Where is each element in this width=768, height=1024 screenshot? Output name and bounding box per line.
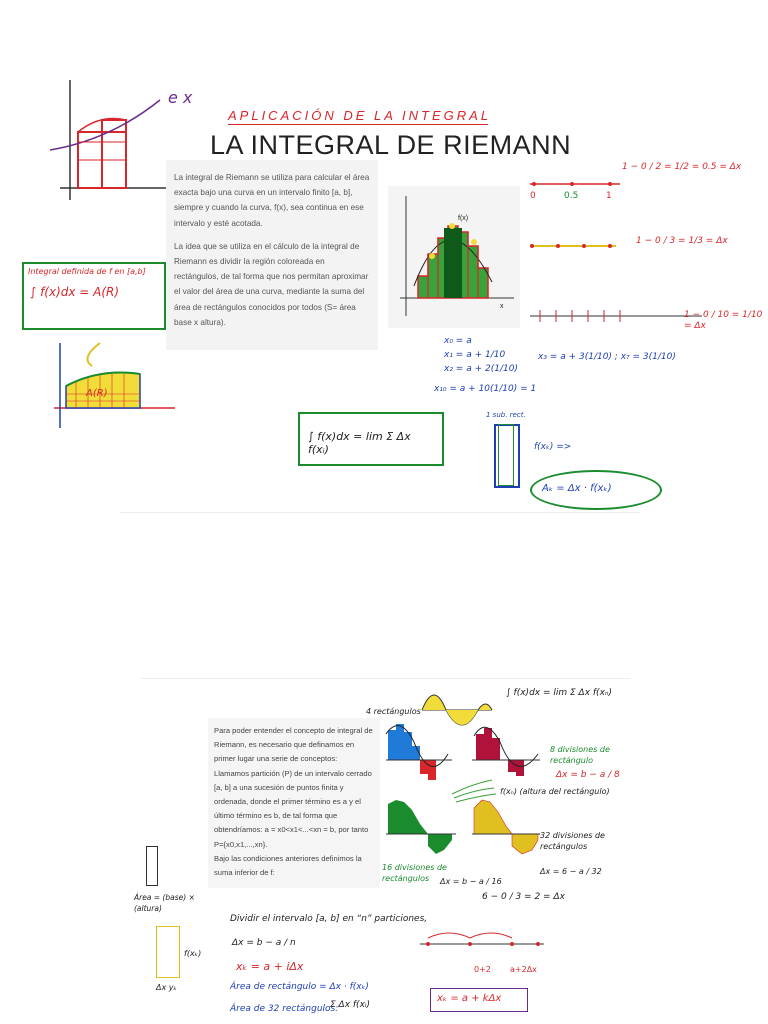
fxn-height: f(xₙ) (altura del rectángulo)	[500, 787, 610, 796]
page-title: LA INTEGRAL DE RIEMANN	[210, 130, 572, 160]
area-rect-eq: Aₖ = Δx · f(xₖ)	[542, 483, 612, 494]
intro-paragraph-2: La idea que se utiliza en el cálculo de la integral de Riemann es dividir la región coloreada en rectángulos, de tal forma que nos permitan aproximar el valor del área de una curva, mediante la suma del área de rectángulos conocidos por todos (S= área base x altura).	[174, 241, 369, 327]
x-seq-1: x₀ = a	[444, 336, 472, 346]
eight-div-label: 8 divisiones de rectángulo	[550, 745, 610, 765]
four-rect-label: 4 rectángulos	[366, 707, 421, 716]
x3-equation: x₃ = a + 3(1/10) ; x₇ = 3(1/10)	[538, 352, 676, 362]
delta-third: 1 − 0 / 3 = 1/3 = Δx	[636, 236, 728, 246]
single-rectangle-inner	[498, 424, 514, 486]
area-ellipse	[530, 470, 662, 510]
partition-paragraph-2: Bajo las condiciones anteriores definimos la suma inferior de f:	[214, 853, 362, 878]
divider-2	[140, 678, 630, 679]
six-three: 6 − 0 / 3 = 2 = Δx	[482, 892, 565, 902]
x-seq-3: x₂ = a + 2(1/10)	[444, 364, 518, 374]
integral-def-label: Integral definida de f en [a,b]	[28, 267, 146, 276]
ex-label: e x	[168, 88, 193, 107]
area-under-curve-sketch	[40, 338, 180, 434]
dx-yk-label: Δx yₖ	[156, 983, 177, 992]
xk-equation: xₖ = a + iΔx	[236, 960, 304, 973]
partition-paragraph: Para poder entender el concepto de integral de Riemann, es necesario que definamos en primer lugar una serie de conceptos: Llamamos partición (P) de un intervalo cerrado [a, b] a una sucesión de puntos finita y ordenada, donde el primer término es a y el último término es b, de tal forma que obtendríamos: a = x0<x1<...<xn = b, por tanto P={x0,x1,...,xn}.	[214, 726, 373, 849]
svg-text:0+2: 0+2	[474, 965, 491, 974]
fxk2-label: f(xₖ)	[184, 949, 202, 958]
area-base-label: Área = (base) × (altura)	[134, 893, 195, 913]
definition-box	[22, 262, 166, 330]
one-subrect-label: 1 sub. rect.	[486, 411, 526, 419]
svg-text:a+2Δx: a+2Δx	[510, 965, 537, 974]
riemann-graph	[388, 186, 520, 328]
svg-text:0.5: 0.5	[564, 191, 579, 201]
partition-textbox	[208, 718, 380, 888]
limit-sum: ∫ f(x)dx = lim Σ Δx f(xₙ)	[506, 688, 612, 698]
fxdx-equation: ∫ f(x)dx = A(R)	[30, 285, 120, 299]
dx-16: Δx = b − a / 16	[440, 877, 502, 886]
subtitle-underline	[228, 124, 488, 125]
svg-text:f(x): f(x)	[458, 215, 469, 222]
sixteen-label: 16 divisiones de rectángulos	[382, 863, 447, 883]
dx-32: Δx = 6 − a / 32	[540, 867, 602, 876]
xk-final: xₖ = a + kΔx	[437, 993, 502, 1004]
sum-32: Σ Δx f(xᵢ)	[330, 1000, 371, 1010]
area-rect2: Área de rectángulo = Δx · f(xₖ)	[230, 982, 369, 992]
svg-text:x: x	[500, 303, 504, 310]
svg-text:1: 1	[606, 191, 612, 201]
dx-ba-n: Δx = b − a / n	[232, 938, 296, 948]
dividir-text: Dividir el intervalo [a, b] en “n” particiones,	[230, 914, 428, 924]
delta-half: 1 − 0 / 2 = 1/2 = 0.5 = Δx	[622, 162, 742, 172]
bottom-number-line	[414, 924, 554, 988]
thirty-two-label: 32 divisiones de rectángulos	[540, 831, 605, 851]
riemann-sum-box	[298, 412, 444, 466]
fxk-label: f(xₖ) =>	[534, 442, 572, 452]
subtitle-handwritten: APLICACIÓN DE LA INTEGRAL	[228, 108, 492, 123]
small-rect-2	[156, 926, 180, 978]
x-seq-4: x₁₀ = a + 10(1/10) = 1	[434, 384, 537, 394]
riemann-sum: ∫ f(x)dx = lim Σ Δx f(xᵢ)	[308, 430, 411, 456]
intro-textbox	[166, 160, 378, 350]
area-32: Área de 32 rectángulos:	[230, 1004, 339, 1014]
small-rect-1	[146, 846, 158, 886]
area-r-label: A(R)	[86, 388, 108, 399]
intro-paragraph-1: La integral de Riemann se utiliza para calcular el área exacta bajo una curva en un intervalo finito [a, b], siempre y cuando la curva, f(x), sea continua en ese intervalo y esté acotada.	[174, 173, 370, 228]
delta-tenth: 1 − 0 / 10 = 1/10 = Δx	[684, 310, 763, 331]
svg-text:0: 0	[530, 191, 536, 201]
xk-final-box	[430, 988, 528, 1012]
x-seq-2: x₁ = a + 1/10	[444, 350, 506, 360]
divider-1	[120, 512, 640, 513]
dx-b-a-8: Δx = b − a / 8	[556, 770, 620, 780]
